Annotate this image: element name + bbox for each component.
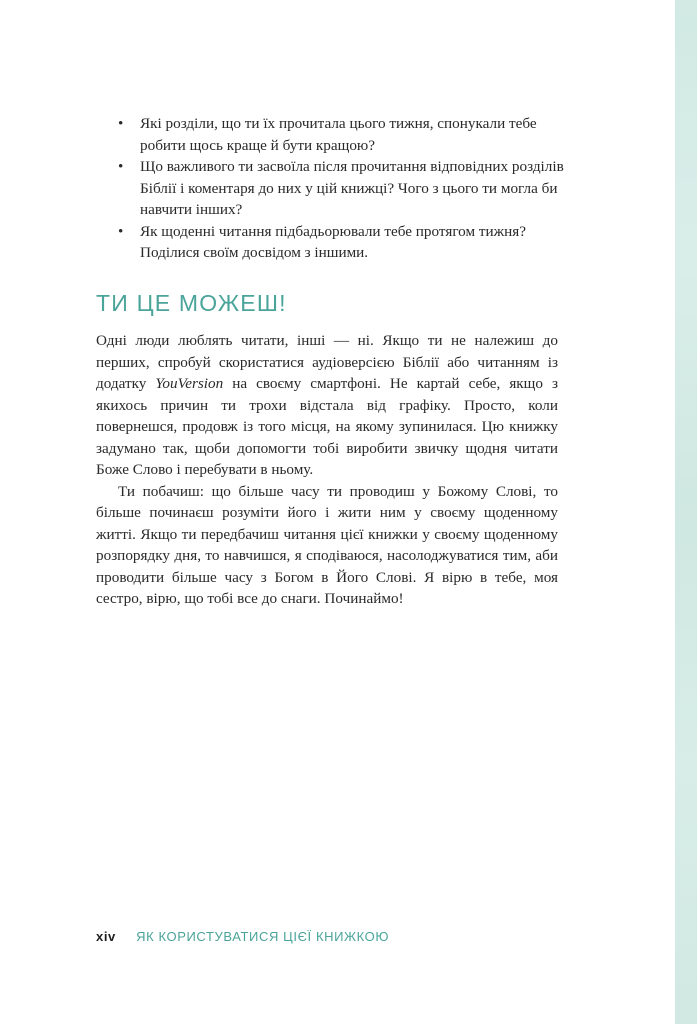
list-item xyxy=(118,221,578,264)
section-body xyxy=(96,330,558,610)
list-item xyxy=(118,156,578,221)
paragraph-text: Одні люди люблять читати, інші — ні. Якщо ти не належиш до перших, спробуй скористатися аудіоверсією Біблії або читанням із додатку xyxy=(96,332,558,392)
list-item-text: Що важливого ти засвоїла після прочитання відповідних розділів Біблії і коментаря до них у цій книжці? Чого з цього ти могла би навчити інших? xyxy=(140,158,564,218)
paragraph xyxy=(96,330,558,481)
list-item-text: Як щоденні читання підбадьорювали тебе протягом тижня? Поділися своїм досвідом з іншими. xyxy=(140,222,526,261)
page-number: xiv xyxy=(96,929,116,944)
page-footer xyxy=(96,929,389,944)
section-heading: ТИ ЦЕ МОЖЕШ! xyxy=(96,290,287,316)
paragraph-text: на своєму смартфоні. Не картай себе, якщо з якихось причин ти трохи відстала від графіку. Просто, коли повернешся, продовж із того місця, на якому зупинилася. Цю книжку задумано так, щоби допомогти тобі виробити звичку щодня читати Боже Слово і перебувати в ньому. xyxy=(96,375,558,478)
bullet-marker: • xyxy=(118,158,124,175)
page-edge-decoration xyxy=(675,0,697,1024)
list-item-text: Які розділи, що ти їх прочитала цього тижня, спонукали тебе робити щось краще й бути кращою? xyxy=(140,115,537,154)
bullet-marker: • xyxy=(118,222,124,240)
list-item xyxy=(118,113,578,156)
reflection-questions-list xyxy=(118,113,578,264)
paragraph: Ти побачиш: що більше часу ти проводиш у Божому Слові, то більше починаєш розуміти його і жити ним у своєму щоденному житті. Якщо ти передбачиш читання цієї книжки у своєму щоденному розпорядку дня, то навчишся, я сподіваюся, насолоджуватися тим, аби проводити більше часу з Богом в Його Слові. Я вірю в тебе, моя сестро, вірю, що тобі все до снаги. Починаймо! xyxy=(96,482,558,607)
bullet-marker: • xyxy=(118,115,124,132)
app-name: YouVersion xyxy=(155,375,224,392)
running-title: ЯК КОРИСТУВАТИСЯ ЦІЄЇ КНИЖКОЮ xyxy=(136,929,390,944)
